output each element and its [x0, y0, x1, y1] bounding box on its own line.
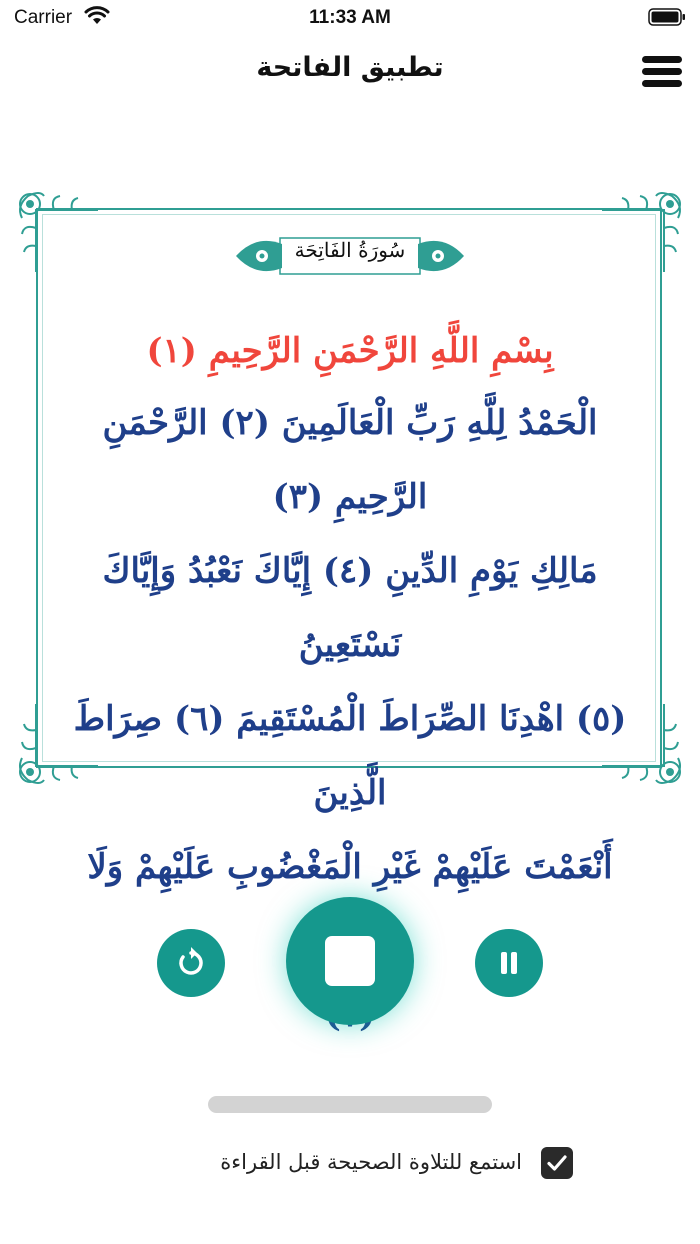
playback-progress-bar[interactable] — [208, 1096, 492, 1113]
stop-button[interactable] — [286, 897, 414, 1025]
status-time: 11:33 AM — [309, 7, 391, 28]
pause-icon — [501, 952, 507, 974]
verse-line: مَالِكِ يَوْمِ الدِّينِ (٤) إِيَّاكَ نَعْبُدُ وَإِيَّاكَ نَسْتَعِينُ — [102, 551, 598, 665]
menu-icon-bar — [642, 68, 682, 75]
ornament-corner-icon — [14, 188, 98, 272]
battery-icon — [648, 8, 686, 26]
replay-button[interactable] — [157, 929, 225, 997]
menu-icon-bar — [642, 80, 682, 87]
surah-frame — [14, 188, 686, 887]
listen-option-label: استمع للتلاوة الصحيحة قبل القراءة — [220, 1150, 522, 1174]
surah-title-banner — [232, 232, 468, 280]
page-title: تطبيق الفاتحة — [256, 52, 444, 83]
stop-icon — [325, 936, 375, 986]
pause-button[interactable] — [475, 929, 543, 997]
basmala-verse: بِسْمِ اللَّهِ الرَّحْمَنِ الرَّحِيمِ (١) — [146, 331, 554, 371]
carrier-label: Carrier — [14, 7, 73, 28]
listen-option-checkbox[interactable] — [541, 1147, 573, 1179]
verse-line: الْحَمْدُ لِلَّهِ رَبِّ الْعَالَمِينَ (٢) الرَّحْمَنِ الرَّحِيمِ (٣) — [102, 403, 598, 517]
menu-icon — [642, 56, 682, 63]
surah-title: سُورَةُ الفَاتِحَة — [294, 238, 406, 262]
checkmark-icon — [541, 1147, 573, 1179]
menu-button[interactable] — [640, 52, 684, 90]
verse-line: (٥) اهْدِنَا الصِّرَاطَ الْمُسْتَقِيمَ (٦) صِرَاطَ الَّذِينَ — [73, 699, 627, 813]
status-bar — [0, 0, 700, 36]
verse-line: أَنْعَمْتَ عَلَيْهِمْ غَيْرِ الْمَغْضُوبِ عَلَيْهِمْ وَلَا — [87, 847, 613, 887]
pause-icon-bar — [511, 952, 517, 974]
replay-icon — [157, 929, 225, 997]
ornament-corner-icon — [602, 188, 686, 272]
